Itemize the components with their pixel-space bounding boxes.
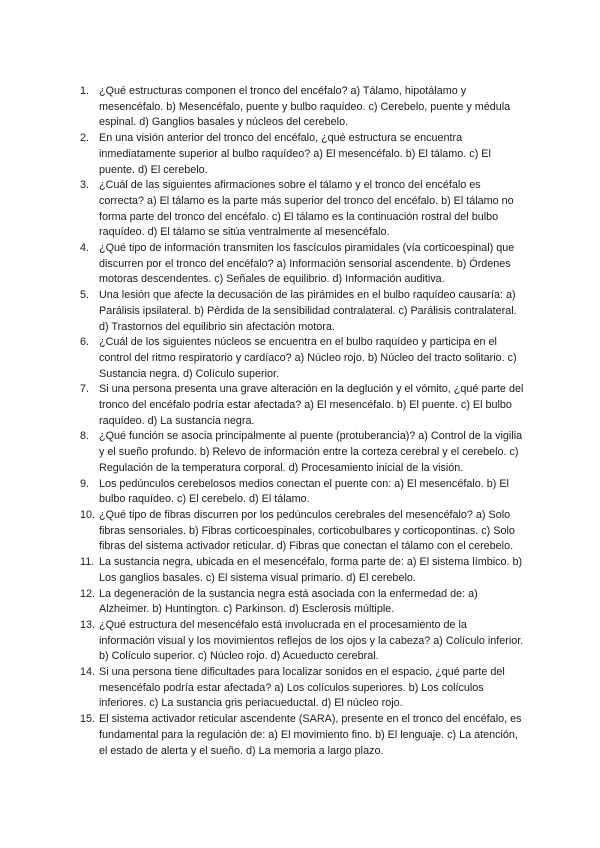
question-text: La degeneración de la sustancia negra está asociada con la enfermedad de: a) Alzheimer. b) Huntington. c) Parkinson. d) Esclerosis múltiple. xyxy=(99,587,478,616)
question-item-4 xyxy=(80,241,525,288)
question-item-1 xyxy=(80,84,525,131)
question-number: 4. xyxy=(80,242,90,255)
question-item-7 xyxy=(80,382,525,429)
question-text: ¿Cuál de las siguientes afirmaciones sobre el tálamo y el tronco del encéfalo es correcta? a) El tálamo es la parte más superior del tronco del encéfalo. b) El tálamo no forma parte del tronco del encéfalo. c) El tálamo es la continuación rostral del bulbo raquídeo. d) El tálamo se sitúa ventralmente al mesencéfalo. xyxy=(99,179,514,239)
question-text: ¿Qué función se asocia principalmente al puente (protuberancia)? a) Control de la vigilia y el sueño profundo. b) Relevo de información entre la corteza cerebral y el cerebelo. c) Regulación de la temperatura corporal. d) Procesamiento inicial de la visión. xyxy=(99,430,523,474)
question-item-11 xyxy=(80,555,525,586)
question-text: Los pedúnculos cerebelosos medios conectan el puente con: a) El mesencéfalo. b) El bulbo raquídeo. c) El cerebelo. d) El tálamo. xyxy=(99,477,509,506)
question-text: Una lesión que afecte la decusación de las pirámides en el bulbo raquídeo causaría: a) Parálisis ipsilateral. b) Pérdida de la sensibilidad contralateral. c) Parálisis contralateral. d) Trastornos del equilibrio sin afectación motora. xyxy=(99,289,517,333)
question-text: ¿Qué tipo de fibras discurren por los pedúnculos cerebrales del mesencéfalo? a) Solo fibras sensoriales. b) Fibras corticoespinales, corticobulbares y corticopontinas. c) Solo fibras del sistema activador reticular. d) Fibras que conectan el tálamo con el cerebelo. xyxy=(99,508,515,553)
question-number: 13. xyxy=(80,618,96,631)
question-text: ¿Qué estructura del mesencéfalo está involucrada en el procesamiento de la información visual y los movimientos reflejos de los ojos y la cabeza? a) Colículo inferior. b) Colículo superior. c) Núcleo rojo. d) Acueducto cerebral. xyxy=(99,618,524,663)
question-number: 1. xyxy=(80,85,90,97)
question-number: 2. xyxy=(80,132,90,145)
question-text: Si una persona presenta una grave alteración en la deglución y el vómito, ¿qué parte del tronco del encéfalo podría estar afectada? a) El mesencéfalo. b) El puente. c) El bulbo raquídeo. d) La sustancia negra. xyxy=(99,383,524,427)
question-text: En una visión anterior del tronco del encéfalo, ¿qué estructura se encuentra inmediatamente superior al bulbo raquídeo? a) El mesencéfalo. b) El tálamo. c) El puente. d) El cerebelo. xyxy=(99,132,491,176)
question-number: 6. xyxy=(80,336,90,349)
question-item-10 xyxy=(80,508,525,555)
question-item-5 xyxy=(80,288,525,335)
question-item-13 xyxy=(80,618,525,665)
question-text: ¿Cuál de los siguientes núcleos se encuentra en el bulbo raquídeo y participa en el control del ritmo respiratorio y cardíaco? a) Núcleo rojo. b) Núcleo del tracto solitario. c) Sustancia negra. d) Colículo superior. xyxy=(99,336,517,380)
question-number: 8. xyxy=(80,430,90,443)
question-item-3 xyxy=(80,178,525,241)
question-number: 10. xyxy=(80,508,96,521)
question-number: 12. xyxy=(80,587,96,600)
question-number: 7. xyxy=(80,383,90,396)
question-number: 15. xyxy=(80,713,96,726)
question-item-2 xyxy=(80,131,525,178)
question-item-8 xyxy=(80,429,525,476)
question-text: Si una persona tiene dificultades para localizar sonidos en el espacio, ¿qué parte del mesencéfalo podría estar afectada? a) Los colículos superiores. b) Los colículos inferiores. c) La sustancia gris periacueductal. d) El núcleo rojo. xyxy=(99,666,505,710)
question-item-14 xyxy=(80,665,525,712)
question-text: ¿Qué tipo de información transmiten los fascículos piramidales (vía corticoespinal) que discurren por el tronco del encéfalo? a) Información sensorial ascendente. b) Órdenes motoras descendentes. c) Señales de equilibrio. d) Información auditiva. xyxy=(99,242,515,286)
question-text: El sistema activador reticular ascendente (SARA), presente en el tronco del encéfalo, es fundamental para la regulación de: a) El movimiento fino. b) El lenguaje. c) La atención, el estado de alerta y el sueño. d) La memoria a largo plazo. xyxy=(99,713,522,757)
question-number: 5. xyxy=(80,289,90,302)
question-number: 9. xyxy=(80,477,90,490)
question-text: La sustancia negra, ubicada en el mesencéfalo, forma parte de: a) El sistema límbico. b) Los ganglios basales. c) El sistema visual primario. d) El cerebelo. xyxy=(99,556,523,584)
question-number: 14. xyxy=(80,666,96,679)
question-number: 11. xyxy=(80,556,95,569)
question-text: ¿Qué estructuras componen el tronco del encéfalo? a) Tálamo, hipotálamo y mesencéfalo. b) Mesencéfalo, puente y bulbo raquídeo. c) Cerebelo, puente y médula espinal. d) Ganglios basales y núcleos del cerebelo. xyxy=(99,85,511,129)
question-item-15 xyxy=(80,712,525,759)
question-item-9 xyxy=(80,477,525,508)
question-list xyxy=(80,84,525,759)
question-number: 3. xyxy=(80,179,90,192)
question-item-6 xyxy=(80,335,525,382)
question-item-12 xyxy=(80,587,525,618)
